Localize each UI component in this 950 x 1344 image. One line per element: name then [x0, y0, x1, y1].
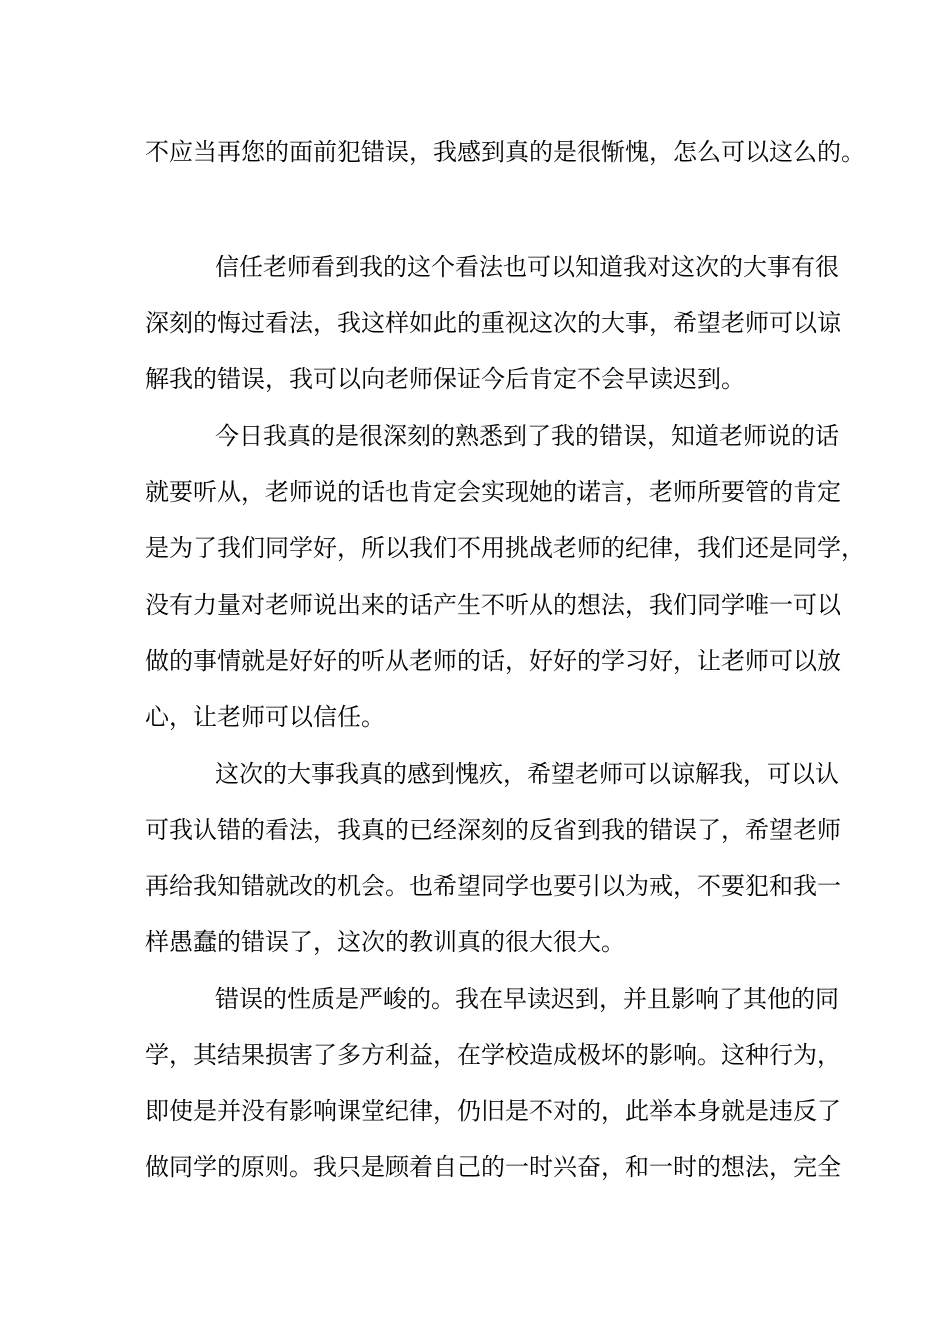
paragraph-first-line: 信任老师看到我的这个看法也可以知道我对这次的大事有很 — [215, 253, 839, 281]
text-line: 可我认错的看法，我真的已经深刻的反省到我的错误了，希望老师 — [145, 816, 841, 844]
text-line: 解我的错误，我可以向老师保证今后肯定不会早读迟到。 — [145, 365, 745, 393]
paragraph-first-line: 今日我真的是很深刻的熟悉到了我的错误，知道老师说的话 — [215, 422, 839, 450]
text-line: 没有力量对老师说出来的话产生不听从的想法，我们同学唯一可以 — [145, 591, 841, 619]
paragraph-first-line: 这次的大事我真的感到愧疚，希望老师可以谅解我，可以认 — [215, 760, 839, 788]
text-line: 心，让老师可以信任。 — [145, 703, 385, 731]
text-line: 学，其结果损害了多方利益，在学校造成极坏的影响。这种行为， — [145, 1041, 841, 1069]
text-line: 样愚蠢的错误了，这次的教训真的很大很大。 — [145, 928, 625, 956]
text-line: 做的事情就是好好的听从老师的话，好好的学习好，让老师可以放 — [145, 647, 841, 675]
text-line: 就要听从，老师说的话也肯定会实现她的诺言，老师所要管的肯定 — [145, 478, 841, 506]
text-line: 做同学的原则。我只是顾着自己的一时兴奋，和一时的想法，完全 — [145, 1153, 841, 1181]
text-line: 即使是并没有影响课堂纪律，仍旧是不对的，此举本身就是违反了 — [145, 1097, 841, 1125]
paragraph-first-line: 错误的性质是严峻的。我在早读迟到，并且影响了其他的同 — [215, 985, 839, 1013]
text-line: 深刻的悔过看法，我这样如此的重视这次的大事，希望老师可以谅 — [145, 309, 841, 337]
text-line: 是为了我们同学好，所以我们不用挑战老师的纪律，我们还是同学， — [145, 534, 865, 562]
text-line: 不应当再您的面前犯错误，我感到真的是很惭愧，怎么可以这么的。 — [145, 138, 865, 166]
text-line: 再给我知错就改的机会。也希望同学也要引以为戒，不要犯和我一 — [145, 872, 841, 900]
